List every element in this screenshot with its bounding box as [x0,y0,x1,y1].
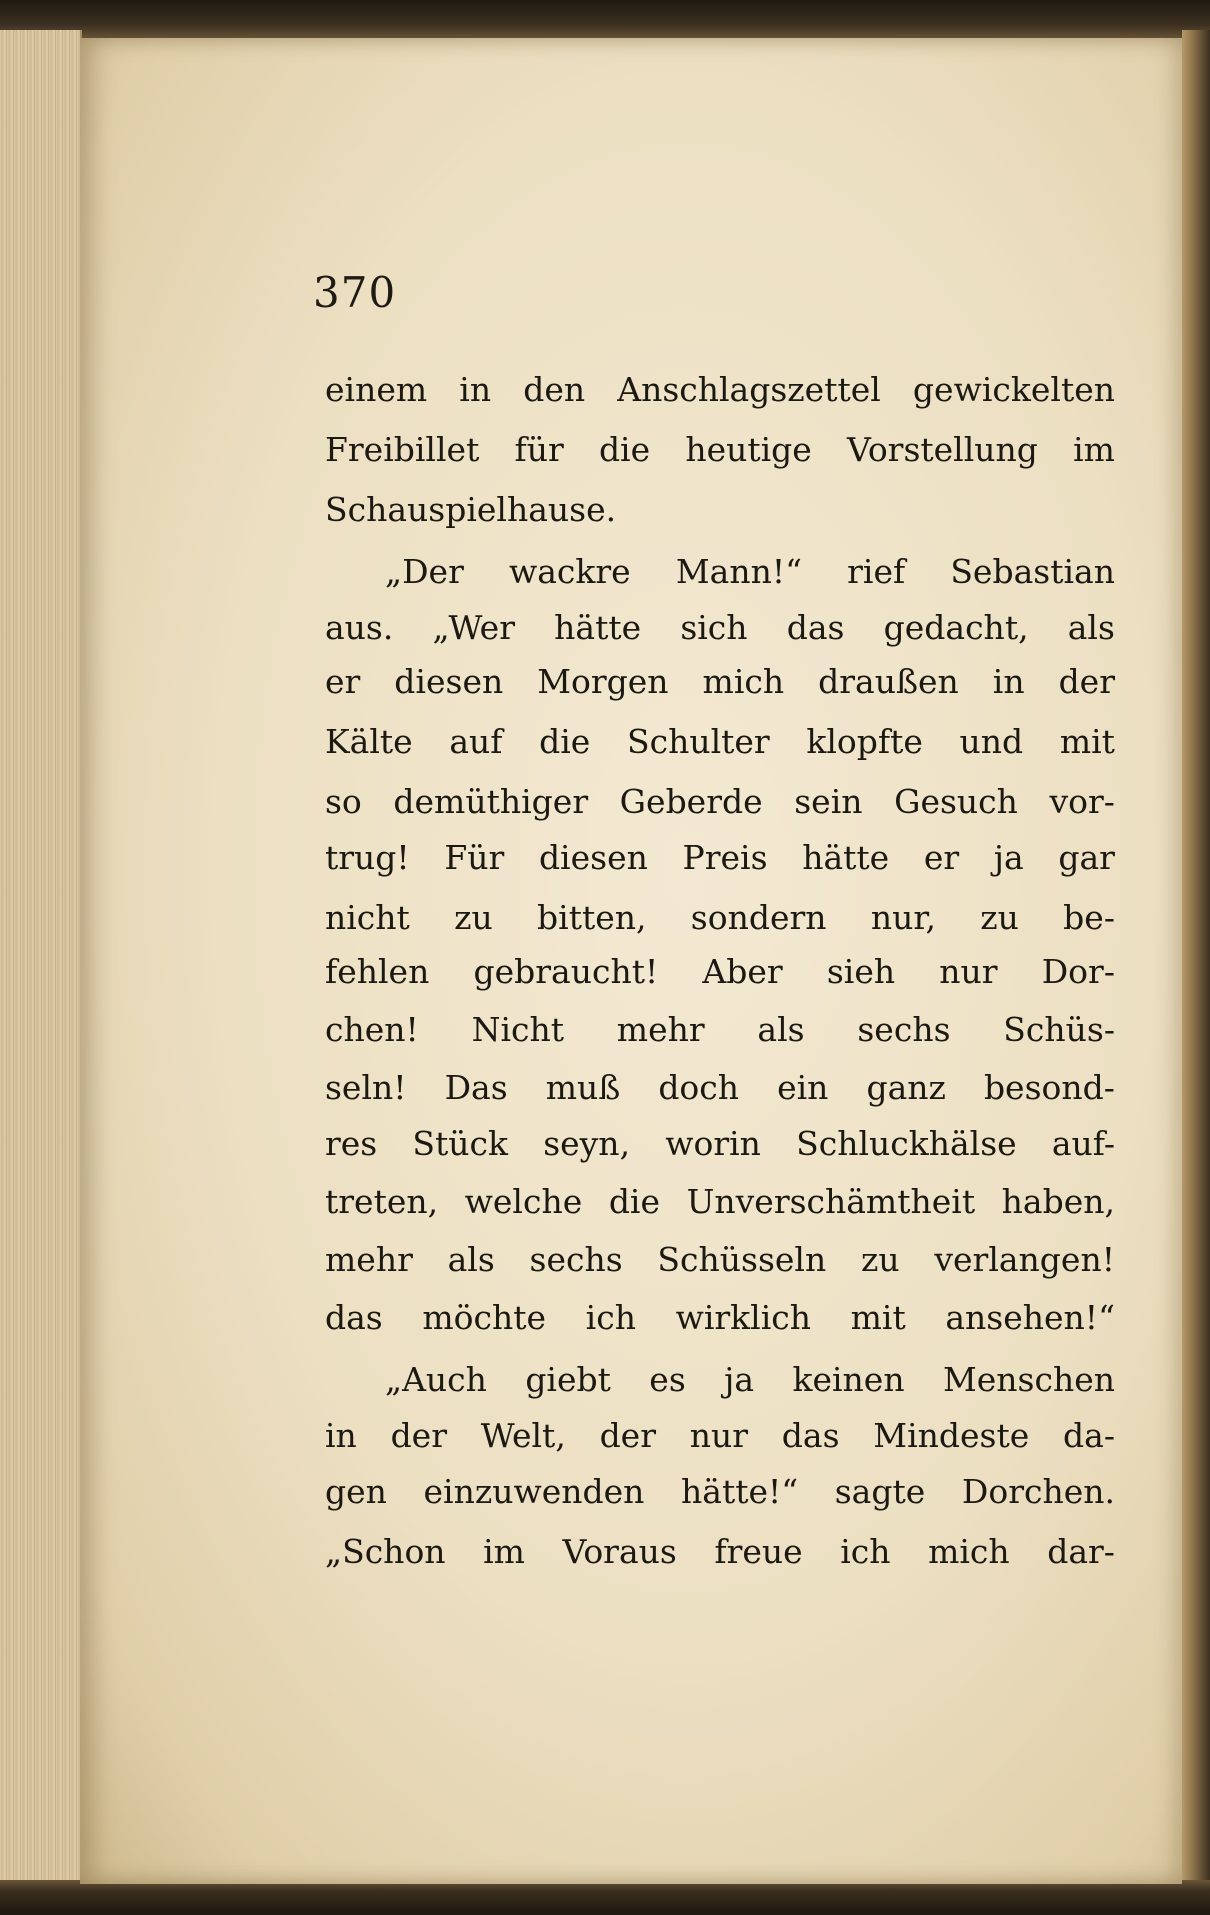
text-word: gen [325,1472,387,1511]
text-word: gebraucht! [473,952,659,991]
text-word: aus. [325,608,394,647]
text-word: die [608,1182,661,1221]
text-word: seyn, [543,1124,631,1163]
text-word: ein [777,1068,829,1107]
text-word: als [1067,608,1115,647]
text-word: Dorchen. [961,1472,1115,1511]
book-bottom-edge [0,1880,1210,1915]
text-word: ja [724,1360,755,1399]
text-word: sagte [834,1472,926,1511]
text-word: demüthiger [393,782,589,821]
text-word: Schüs- [1003,1010,1115,1049]
text-word: be- [1063,898,1115,937]
page-number: 370 [313,268,397,317]
text-line [325,712,1115,772]
text-word: nicht [325,898,410,937]
text-word: hätte!“ [681,1472,799,1511]
text-word: vor- [1049,782,1115,821]
text-word: in [325,1416,357,1455]
text-word: giebt [525,1360,611,1399]
text-word: für [514,430,564,469]
text-word: „Wer [432,608,515,647]
text-word: gar [1058,838,1115,877]
text-word: Schüsseln [657,1240,827,1279]
text-word: trug! [325,838,410,877]
text-word: der [1058,662,1115,701]
text-line [325,888,1115,948]
text-word: ich [840,1532,891,1571]
text-word: Anschlagszettel [617,370,881,409]
text-word: die [598,430,651,469]
text-word: gedacht, [883,608,1029,647]
text-line [325,542,1115,602]
text-word: sechs [529,1240,623,1279]
text-word: in [459,370,492,409]
text-word: das [786,608,845,647]
text-word: Vorstellung [847,430,1038,469]
text-word: mehr [325,1240,413,1279]
text-word: Geberde [619,782,763,821]
text-word: Dor- [1041,952,1115,991]
text-word: er [325,662,361,701]
text-word: die [539,722,591,761]
text-word: Menschen [942,1360,1115,1399]
text-word: das [781,1416,840,1455]
text-word: einem [325,370,428,409]
text-line [325,1462,1115,1522]
text-word: und [959,722,1024,761]
text-word: zu [980,898,1019,937]
text-word: gewickelten [912,370,1115,409]
text-word: sich [680,608,748,647]
text-line [325,480,1115,540]
text-word: Stück [412,1124,509,1163]
text-word: so [325,782,362,821]
text-word: chen! [325,1010,419,1049]
text-word: Mann!“ [675,552,802,591]
text-word: treten, [325,1182,439,1221]
text-word: nur, [870,898,936,937]
text-word: das [325,1298,383,1337]
text-line [325,772,1115,832]
text-word: worin [665,1124,761,1163]
text-word: mich [928,1532,1010,1571]
text-word: sondern [690,898,827,937]
text-word: einzuwenden [423,1472,645,1511]
text-word: Welt, [480,1416,566,1455]
text-line [325,420,1115,480]
text-word: doch [658,1068,740,1107]
text-word: freue [714,1532,803,1571]
text-word: wirklich [675,1298,812,1337]
text-word: welche [464,1182,583,1221]
text-word: Preis [682,838,768,877]
text-word: Freibillet [325,430,480,469]
text-word: als [447,1240,495,1279]
text-word: ganz [866,1068,946,1107]
text-line [325,942,1115,1002]
text-word: „Auch [385,1360,487,1399]
text-word: besond- [983,1068,1115,1107]
text-line [325,1000,1115,1060]
text-word: zu [454,898,493,937]
text-line [325,828,1115,888]
text-word: seln! [325,1068,407,1107]
book-top-edge [0,0,1210,40]
text-line [325,1406,1115,1466]
text-line [325,360,1115,420]
text-line [325,1230,1115,1290]
text-word: der [390,1416,447,1455]
text-word: rief [847,552,906,591]
text-word: sein [794,782,863,821]
text-word: keinen [792,1360,905,1399]
text-word: ja [993,838,1024,877]
text-word: fehlen [325,952,430,991]
text-word: Für [444,838,505,877]
text-word: draußen [818,662,959,701]
text-word: zu [860,1240,900,1279]
text-word: im [1073,430,1115,469]
text-word: ich [585,1298,636,1337]
text-word: Unverschämtheit [686,1182,976,1221]
text-word: „Schon [325,1532,446,1571]
book-page-stack-left [0,30,82,1890]
text-word: sechs [857,1010,951,1049]
book-page-edge-right [1182,30,1210,1890]
text-word: Morgen [537,662,669,701]
text-word: Schulter [626,722,770,761]
text-word: Kälte [325,722,413,761]
text-word: heutige [685,430,812,469]
text-line [325,1114,1115,1174]
text-word: Schauspielhause. [325,490,617,529]
text-word: Gesuch [894,782,1018,821]
text-word: klopfte [806,722,923,761]
text-word: möchte [422,1298,547,1337]
text-word: haben, [1001,1182,1115,1221]
text-word: als [757,1010,805,1049]
text-word: res [325,1124,378,1163]
text-word: mehr [616,1010,705,1049]
text-line [325,1172,1115,1232]
text-word: Voraus [562,1532,677,1571]
text-word: Mindeste [873,1416,1030,1455]
text-line [325,598,1115,658]
text-word: Nicht [471,1010,564,1049]
text-word: diesen [394,662,504,701]
text-word: diesen [538,838,648,877]
text-word: den [523,370,586,409]
text-line [325,652,1115,712]
text-word: hätte [802,838,890,877]
text-word: mit [1059,722,1115,761]
text-line [325,1350,1115,1410]
text-word: „Der [385,552,464,591]
text-word: mich [702,662,785,701]
text-word: hätte [554,608,642,647]
text-word: es [649,1360,686,1399]
text-word: nur [939,952,998,991]
text-word: in [992,662,1025,701]
text-word: Sebastian [950,552,1115,591]
text-word: Das [444,1068,508,1107]
text-word: dar- [1047,1532,1115,1571]
text-word: ansehen!“ [945,1298,1115,1337]
text-word: im [483,1532,525,1571]
text-word: da- [1063,1416,1115,1455]
text-word: bitten, [537,898,647,937]
text-word: Aber [702,952,783,991]
text-word: mit [850,1298,906,1337]
text-word: Schluckhälse [796,1124,1017,1163]
text-line [325,1288,1115,1348]
text-word: verlangen! [934,1240,1115,1279]
text-line [325,1058,1115,1118]
text-word: auf- [1051,1124,1115,1163]
text-line [325,1522,1115,1582]
text-word: muß [545,1068,621,1107]
text-word: sieh [826,952,896,991]
text-word: der [599,1416,656,1455]
text-word: nur [689,1416,749,1455]
text-word: wackre [509,552,631,591]
text-word: auf [449,722,503,761]
text-word: er [923,838,960,877]
